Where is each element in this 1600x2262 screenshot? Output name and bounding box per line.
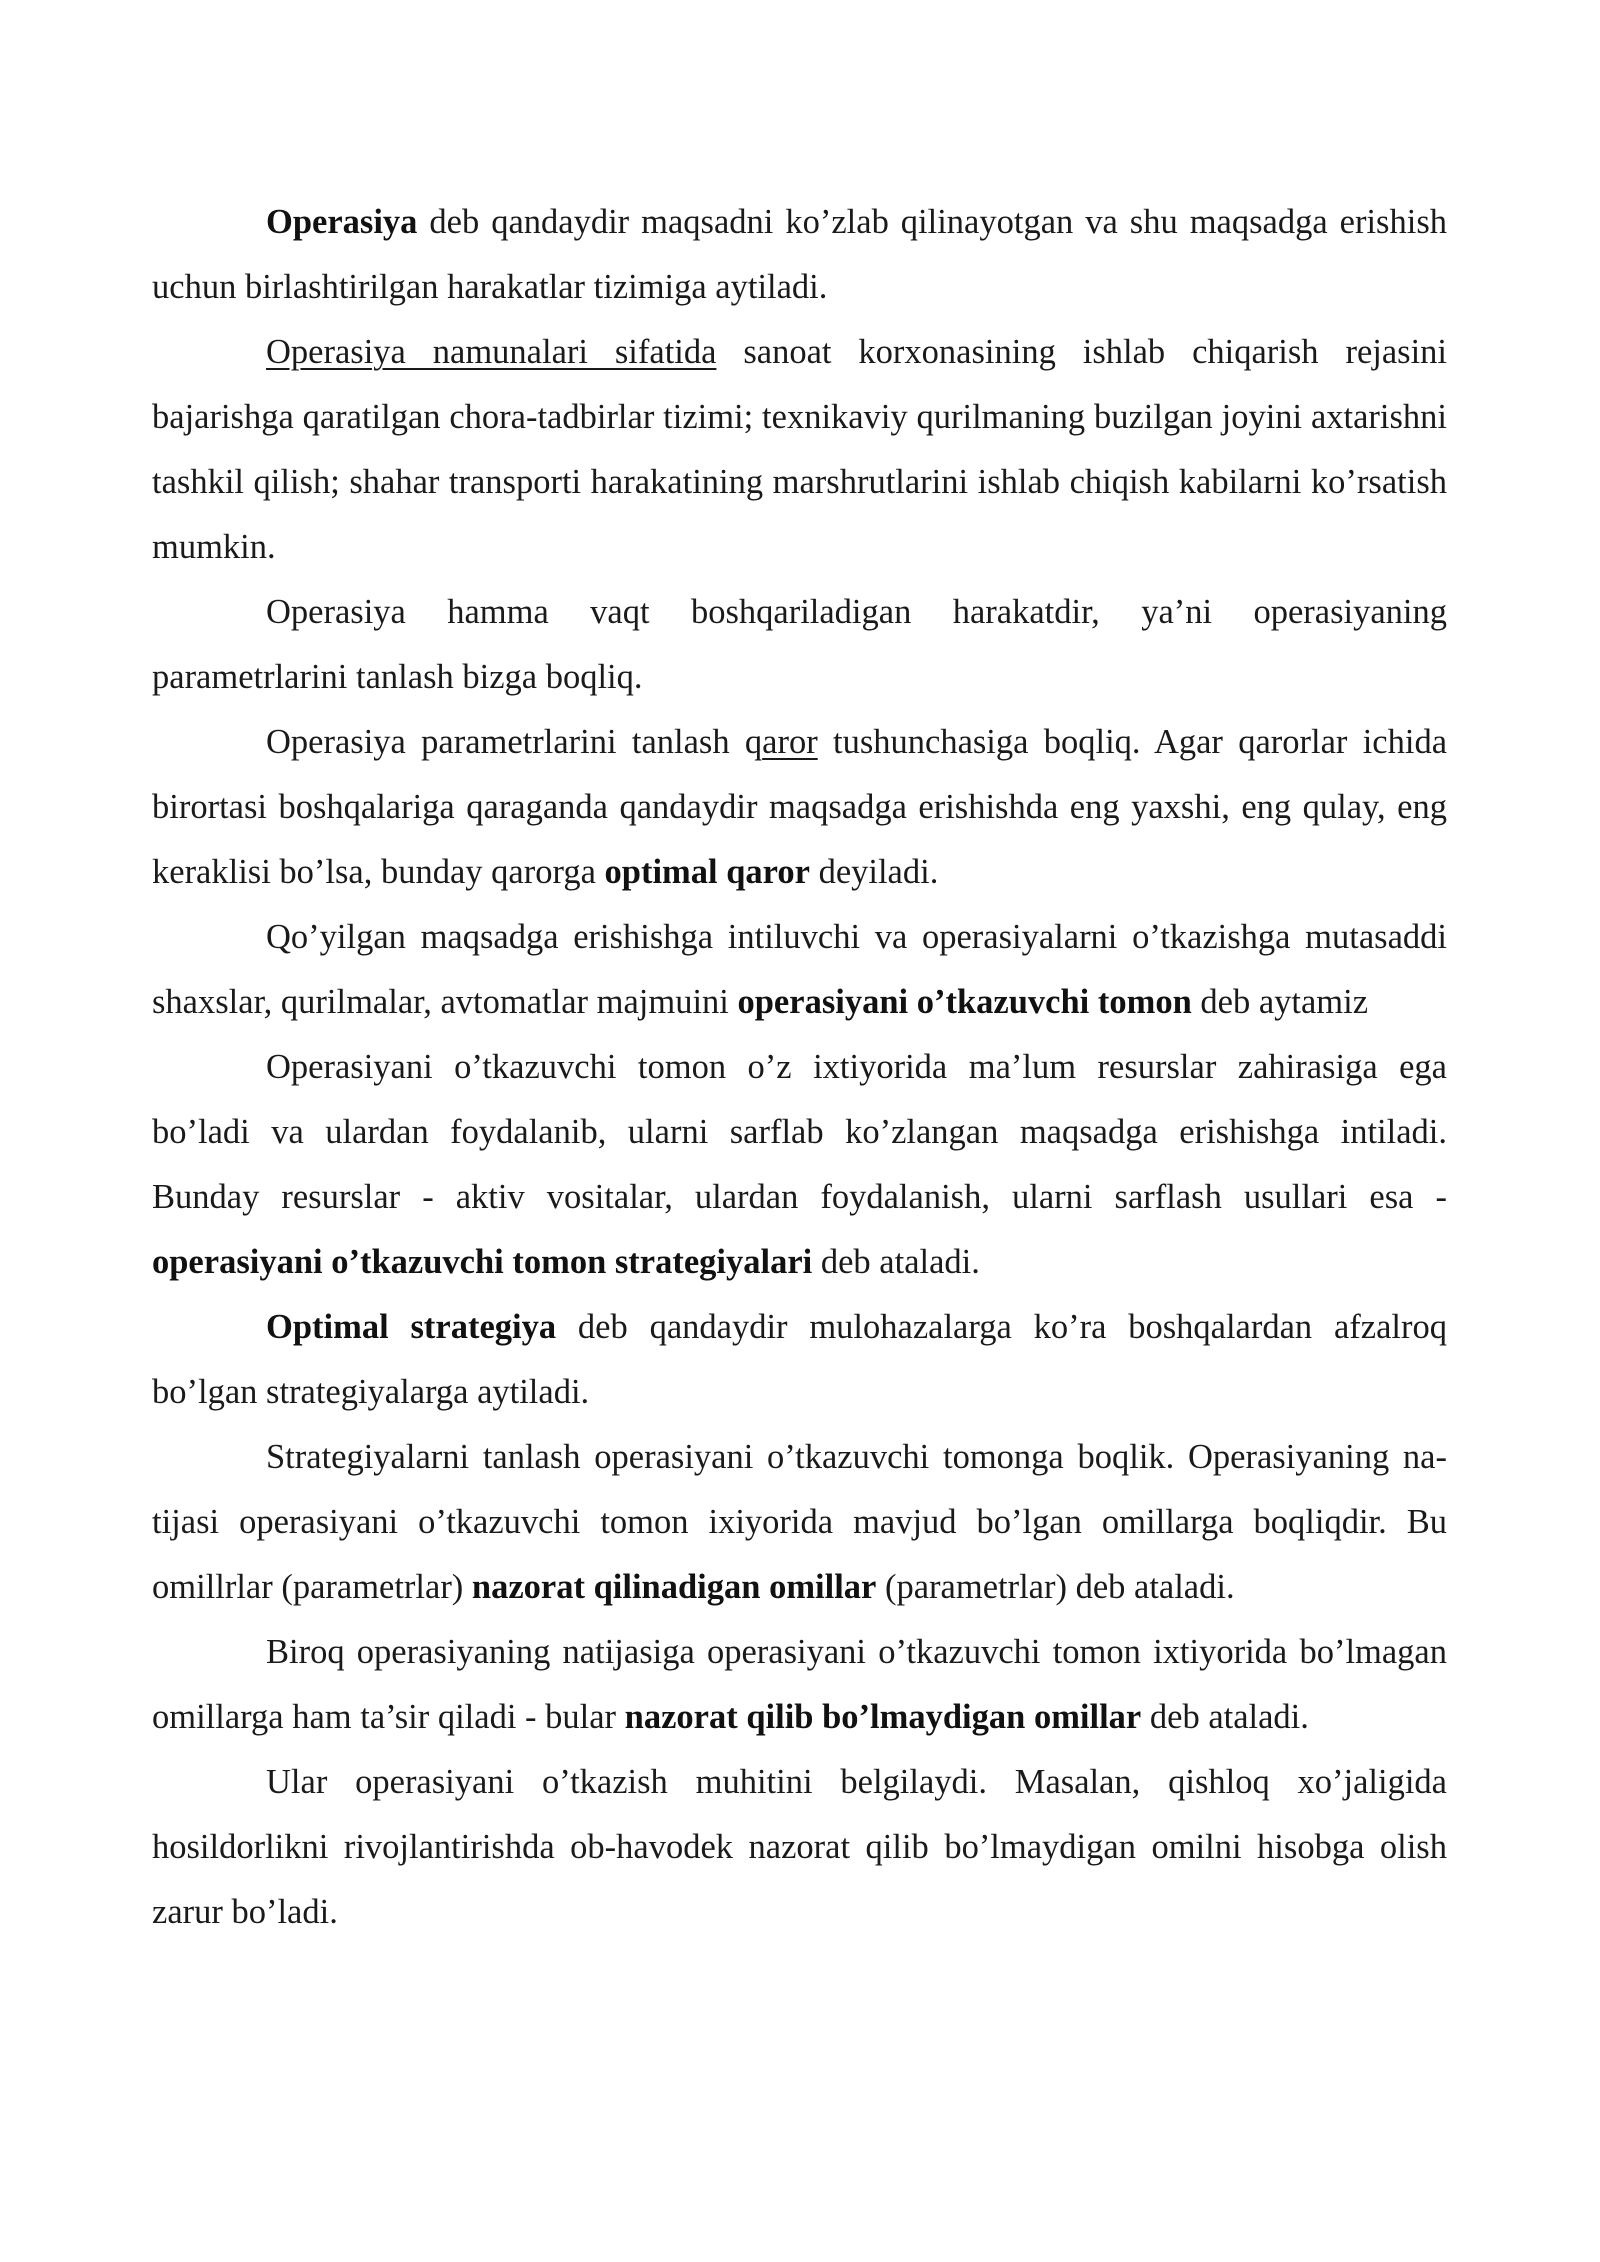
term-optimal-strategiya: Optimal strategiya	[266, 1308, 557, 1346]
paragraph-text: Ular operasiyani o’tkazish muhitini belgilaydi. Masalan, qishloq xo’jaligida hosildorlikni rivojlantirishda ob-havodek nazorat qilib bo’lmaydigan omilni hisobga olish zarur bo’ladi.	[152, 1763, 1447, 1931]
paragraph-8	[152, 1425, 1447, 1620]
term-operasiya: Operasiya	[266, 203, 418, 241]
paragraph-text: deb qandaydir maqsadni ko’zlab qilinayotgan va shu maqsadga erishish uchun birlashtirilgan harakatlar tizimiga aytiladi.	[152, 203, 1447, 306]
term-optimal-qaror: optimal qaror	[604, 853, 810, 891]
underlined-phrase: aror	[762, 723, 818, 761]
paragraph-text: deb ataladi.	[812, 1243, 980, 1281]
paragraph-text: Operasiya parametrlarini tanlash q	[266, 723, 763, 761]
paragraph-6	[152, 1035, 1447, 1295]
paragraph-2	[152, 320, 1447, 580]
paragraph-text: Strategiyalarni tanlash operasiyani o’tkazuvchi tomonga boqlik. Operasiyaning na-tijasi operasiyani o’tkazuvchi tomon ixiyorida mavjud bo’lgan omillarga boqliqdir. Bu omillrlar (parametrlar)	[152, 1438, 1447, 1606]
paragraph-text: Operasiyani o’tkazuvchi tomon o’z ixtiyorida ma’lum resurslar zahirasiga ega bo’ladi va ulardan foydalanib, ularni sarflab ko’zlangan maqsadga erishishga intiladi. Bunday resurslar - aktiv vositalar, ulardan foydalanish, ularni sarflash usullari esa -	[152, 1048, 1447, 1216]
paragraph-9	[152, 1620, 1447, 1750]
paragraph-10	[152, 1750, 1447, 1945]
paragraph-text: deb aytamiz	[1191, 983, 1369, 1021]
paragraph-text: deyiladi.	[809, 853, 939, 891]
term-operasiyani-otkazuvchi-tomon: operasiyani o’tkazuvchi tomon	[737, 983, 1192, 1021]
paragraph-text: (parametrlar) deb ataladi.	[876, 1568, 1235, 1606]
paragraph-text: deb qandaydir mulohazalarga ko’ra boshqalardan afzalroq bo’lgan strategiyalarga aytiladi.	[152, 1308, 1447, 1411]
paragraph-5	[152, 905, 1447, 1035]
paragraph-3	[152, 580, 1447, 710]
paragraph-text: deb ataladi.	[1141, 1698, 1309, 1736]
term-tomon-strategiyalari: operasiyani o’tkazuvchi tomon strategiyalari	[152, 1243, 813, 1281]
paragraph-7	[152, 1295, 1447, 1425]
document-body	[152, 190, 1447, 1945]
paragraph-1	[152, 190, 1447, 320]
paragraph-text: tushunchasiga boqliq. Agar qarorlar ichida birortasi boshqalariga qaraganda qandaydir maqsadga erishishda eng yaxshi, eng qulay, eng keraklisi bo’lsa, bunday qarorga	[152, 723, 1448, 891]
paragraph-text: Biroq operasiyaning natijasiga operasiyani o’tkazuvchi tomon ixtiyorida bo’lmagan omillarga ham ta’sir qiladi - bular	[152, 1633, 1447, 1736]
term-nazorat-qilinadigan-omillar: nazorat qilinadigan omillar	[471, 1568, 877, 1606]
paragraph-4	[152, 710, 1447, 905]
paragraph-text: Operasiya hamma vaqt boshqariladigan harakatdir, ya’ni operasiyaning parametrlarini tanlash bizga boqliq.	[152, 593, 1447, 696]
paragraph-text: Qo’yilgan maqsadga erishishga intiluvchi va operasiyalarni o’tkazishga mutasaddi shaxslar, qurilmalar, avtomatlar majmuini	[152, 918, 1447, 1021]
paragraph-text: sanoat korxonasining ishlab chiqarish rejasini bajarishga qaratilgan chora-tadbirlar tizimi; texnikaviy qurilmaning buzilgan joyini axtarishni tashkil qilish; shahar transporti harakatining marshrutlarini ishlab chiqish kabilarni ko’rsatish mumkin.	[152, 333, 1447, 566]
underlined-phrase: Operasiya namunalari sifatida	[266, 333, 717, 371]
term-nazorat-qilib-bolmaydigan-omillar: nazorat qilib bo’lmaydigan omillar	[624, 1698, 1142, 1736]
